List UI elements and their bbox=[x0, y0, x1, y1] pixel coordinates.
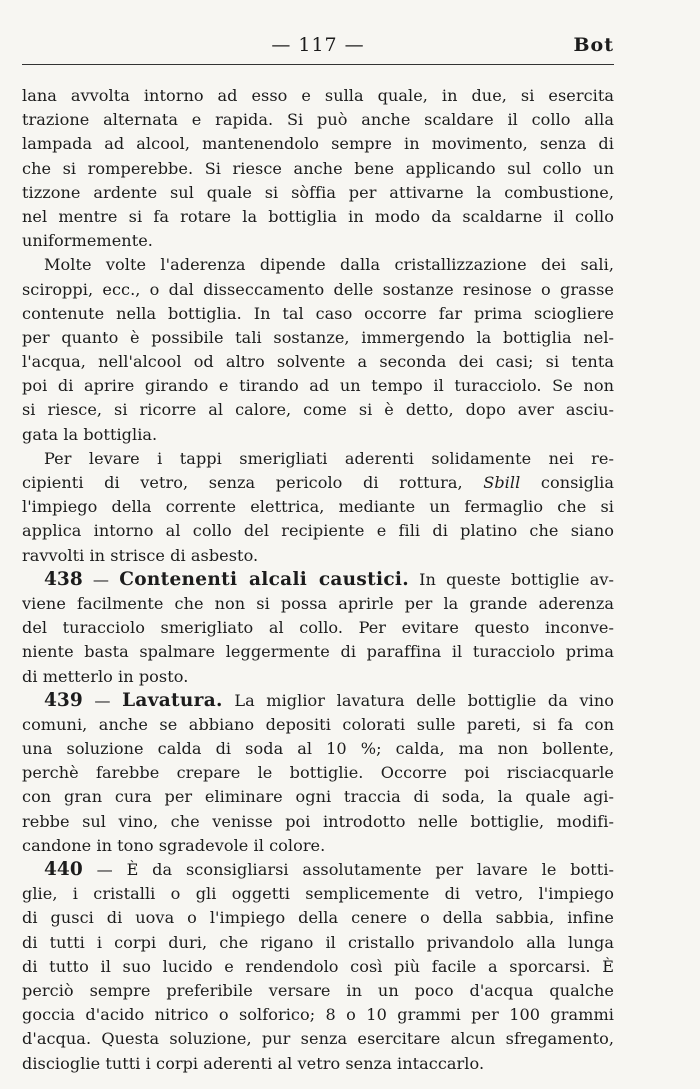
text-line: gata la bottiglia. bbox=[22, 424, 158, 444]
text-line: perchè farebbe crepare le bottiglie. Occorre poi risciacquarle bbox=[22, 763, 614, 783]
section-title: Lavatura. bbox=[122, 689, 223, 711]
text-line: ravvolti in strisce di asbesto. bbox=[22, 545, 259, 565]
text-line: applica intorno al collo del recipiente e fili di platino che siano bbox=[22, 521, 614, 541]
text-line: per quanto è possibile tali sostanze, immergendo la bottiglia nel- bbox=[22, 327, 614, 347]
text-line: poi di aprire girando e tirando ad un tempo il turacciolo. Se non bbox=[22, 376, 614, 396]
text-line: uniformemente. bbox=[22, 231, 153, 251]
text-line bbox=[22, 568, 614, 592]
text-line: d'acqua. Questa soluzione, pur senza esercitare alcun sfregamento, bbox=[22, 1029, 614, 1049]
paragraph-aderenza bbox=[22, 253, 614, 447]
section-438 bbox=[22, 568, 614, 689]
text-line: nel mentre si fa rotare la bottiglia in modo da scaldarne il collo bbox=[22, 206, 614, 226]
text-line: discioglie tutti i corpi aderenti al vetro senza intaccarlo. bbox=[22, 1053, 485, 1073]
text-line: si riesce, si ricorre al calore, come si è detto, dopo aver asciu- bbox=[22, 400, 614, 420]
running-head: Bot bbox=[573, 34, 614, 56]
text-line: di tutto il suo lucido e rendendolo così più facile a sporcarsi. È bbox=[22, 956, 614, 976]
text-segment: cipienti di vetro, senza pericolo di rottura, bbox=[22, 473, 463, 492]
text-segment: La miglior lavatura delle bottiglie da vino bbox=[234, 690, 614, 710]
section-439 bbox=[22, 689, 614, 858]
text-line: lampada ad alcool, mantenendolo sempre in movimento, senza di bbox=[22, 134, 614, 154]
text-segment: In queste bottiglie av- bbox=[419, 569, 614, 589]
text-line: tizzone ardente sul quale si sòffia per attivarne la combustione, bbox=[22, 182, 614, 202]
text-segment: È da sconsigliarsi assolutamente per lavare le botti- bbox=[126, 860, 614, 879]
text-line: di metterlo in posto. bbox=[22, 666, 189, 686]
text-line: l'impiego della corrente elettrica, mediante un fermaglio che si bbox=[22, 497, 614, 517]
text-line: una soluzione calda di soda al 10 %; calda, ma non bollente, bbox=[22, 739, 614, 759]
section-number: 438 bbox=[44, 568, 83, 590]
text-line: glie, i cristalli o gli oggetti semplicemente di vetro, l'impiego bbox=[22, 884, 614, 904]
text-line: contenute nella bottiglia. In tal caso occorre far prima sciogliere bbox=[22, 303, 614, 323]
text-line: Molte volte l'aderenza dipende dalla cristallizzazione dei sali, bbox=[44, 255, 614, 275]
text-line: l'acqua, nell'alcool od altro solvente a seconda dei casi; si tenta bbox=[22, 352, 614, 372]
text-line: di tutti i corpi duri, che rigano il cristallo privandolo alla lunga bbox=[22, 932, 614, 952]
text-line: con gran cura per eliminare ogni traccia di soda, la quale agi- bbox=[22, 787, 614, 807]
text-line: lana avvolta intorno ad esso e sulla quale, in due, si esercita bbox=[22, 86, 614, 105]
section-dash: — bbox=[96, 860, 113, 879]
paragraph-continued bbox=[22, 84, 614, 253]
text-line: del turacciolo smerigliato al collo. Per evitare questo inconve- bbox=[22, 618, 614, 638]
page-number: — 117 — bbox=[271, 34, 365, 56]
author-name: Sbill bbox=[483, 473, 521, 492]
text-line: niente basta spalmare leggermente di paraffina il turacciolo prima bbox=[22, 642, 614, 662]
text-line: che si romperebbe. Si riesce anche bene applicando sul collo un bbox=[22, 158, 614, 178]
text-line bbox=[22, 689, 614, 713]
section-number: 439 bbox=[44, 689, 83, 711]
section-440 bbox=[22, 858, 614, 1076]
page-header bbox=[22, 32, 614, 60]
text-line: sciroppi, ecc., o dal disseccamento delle sostanze resinose o grasse bbox=[22, 279, 614, 299]
text-line: viene facilmente che non si possa aprirle per la grande aderenza bbox=[22, 593, 614, 613]
text-line bbox=[22, 858, 614, 882]
text-line: candone in tono sgradevole il colore. bbox=[22, 835, 326, 855]
header-rule bbox=[22, 64, 614, 65]
page-body bbox=[22, 84, 614, 1076]
section-dash: — bbox=[94, 690, 111, 710]
text-line: goccia d'acido nitrico o solforico; 8 o 10 grammi per 100 grammi bbox=[22, 1005, 614, 1025]
text-segment: consiglia bbox=[540, 473, 614, 492]
text-line bbox=[22, 471, 614, 495]
section-dash: — bbox=[92, 569, 110, 589]
text-line: di gusci di uova o l'impiego della cenere o della sabbia, infine bbox=[22, 908, 614, 928]
text-line: perciò sempre preferibile versare in un poco d'acqua qualche bbox=[22, 980, 614, 1000]
text-line: trazione alternata e rapida. Si può anche scaldare il collo alla bbox=[22, 110, 614, 130]
text-line: rebbe sul vino, che venisse poi introdotto nelle bottiglie, modifi- bbox=[22, 811, 614, 831]
text-line: Per levare i tappi smerigliati aderenti solidamente nei re- bbox=[44, 448, 614, 468]
text-line: comuni, anche se abbiano depositi colorati sulle pareti, si fa con bbox=[22, 714, 614, 734]
paragraph-tappi bbox=[22, 447, 614, 568]
section-number: 440 bbox=[44, 859, 83, 880]
section-title: Contenenti alcali caustici. bbox=[119, 568, 409, 590]
